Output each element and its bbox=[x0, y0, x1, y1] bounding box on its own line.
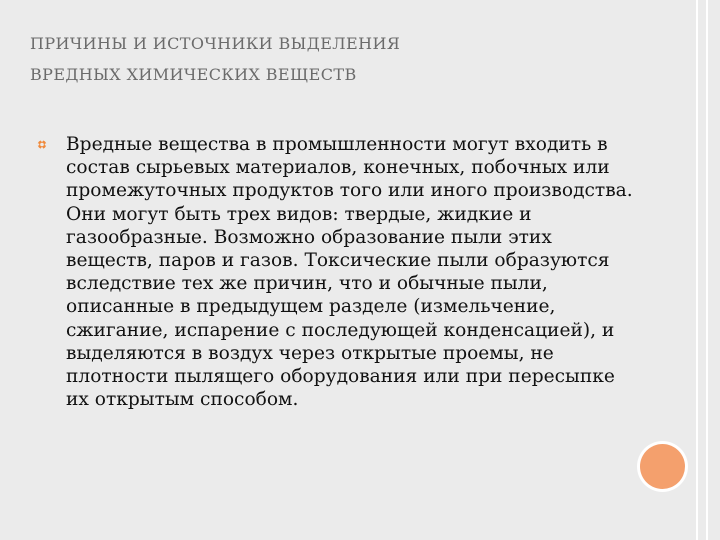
frame-line-left bbox=[696, 0, 698, 540]
accent-circle bbox=[640, 444, 685, 489]
orange-flower-bullet-icon bbox=[37, 139, 47, 150]
frame-line-right bbox=[706, 0, 708, 540]
slide-title-line-2: ВРЕДНЫХ ХИМИЧЕСКИХ ВЕЩЕСТВ bbox=[30, 65, 357, 84]
slide-title-line-1: ПРИЧИНЫ И ИСТОЧНИКИ ВЫДЕЛЕНИЯ bbox=[30, 34, 401, 53]
slide-title bbox=[30, 36, 670, 98]
body-text: Вредные вещества в промышленности могут входить в состав сырьевых материалов, конечных, побочных или промежуточных продуктов того или иного производства. Они могут быть трех видов: твердые, жидкие и газообразные. Возможно образование пыли этих веществ, паров и газов. Токсические пыли образуются вследствие тех же причин, что и обычные пыли, описанные в предыдущем разделе (измельчение, сжигание, испарение с последующей конденсацией), и выделяются в воздух через открытые проемы, не плотности пылящего оборудования или при пересыпке их открытым способом. bbox=[66, 134, 633, 411]
